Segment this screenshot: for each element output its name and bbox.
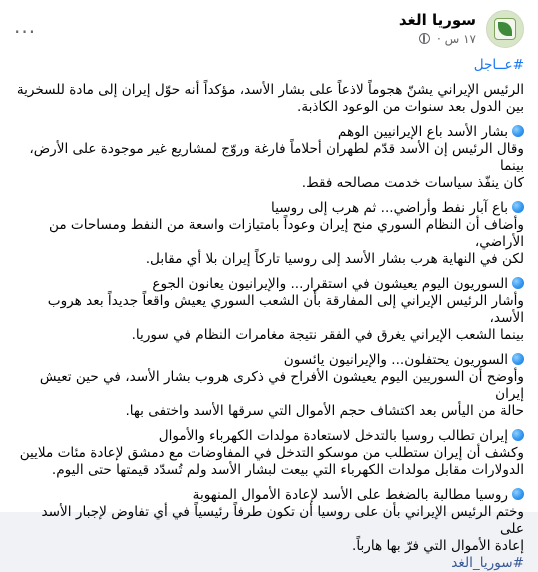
section-line: وأضاف أن النظام السوري منح إيران وعوداً بامتيازات واسعة من النفط ومساحات من الأراضي، — [48, 217, 524, 250]
section-title: السوريون يحتفلون... والإيرانيون يائسون — [14, 352, 524, 369]
urgent-hashtag[interactable]: #عــاجل — [473, 57, 524, 73]
more-options-button[interactable]: ... — [14, 14, 37, 38]
page-name[interactable]: سوريا الغد — [398, 11, 476, 29]
blue-circle-icon — [512, 277, 524, 289]
page-hashtag[interactable]: #سوريا_الغد — [451, 555, 524, 571]
section-title: إيران تطالب روسيا بالتدخل لاستعادة مولدات الكهرباء والأموال — [14, 428, 524, 445]
section-line: وأشار الرئيس الإيراني إلى المفارقة بأن الشعب السوري يعيش واقعاً جديداً بعد هروب الأسد، — [47, 293, 524, 326]
section-line: وقال الرئيس إن الأسد قدّم لطهران أحلاماً فارغة وروّج لمشاريع غير موجودة على الأرض، بينما — [29, 141, 524, 174]
section-line: كان ينفّذ سياسات خدمت مصالحه فقط. — [301, 175, 524, 191]
blue-circle-icon — [512, 429, 524, 441]
separator: · — [433, 32, 441, 46]
section-title: السوريون اليوم يعيشون في استقرار... والإيرانيون يعانون الجوع — [14, 276, 524, 293]
post-meta — [419, 32, 476, 46]
post-body — [14, 57, 524, 572]
section-title: بشار الأسد باع الإيرانيين الوهم — [14, 124, 524, 141]
blue-circle-icon — [512, 201, 524, 213]
section-line: لكن في النهاية هرب بشار الأسد إلى روسيا تاركاً إيران بلا أي مقابل. — [145, 251, 524, 267]
section-line: إعادة الأموال التي فرّ بها هارباً. — [352, 538, 524, 554]
section-line: حالة من اليأس بعد اكتشاف حجم الأموال التي سرقها الأسد واختفى بها. — [125, 403, 524, 419]
page-avatar[interactable] — [486, 10, 524, 48]
blue-circle-icon — [512, 125, 524, 137]
blue-circle-icon — [512, 353, 524, 365]
blue-circle-icon — [512, 488, 524, 500]
section-line: وأوضح أن السوريين اليوم يعيشون الأفراح في ذكرى هروب بشار الأسد، في حين تعيش إيران — [39, 369, 524, 402]
section-line: بينما الشعب الإيراني يغرق في الفقر نتيجة مغامرات النظام في سوريا. — [131, 327, 524, 343]
post-intro: الرئيس الإيراني يشنّ هجوماً لاذعاً على بشار الأسد، مؤكداً أنه حوّل إيران إلى مادة للسخرية بين الدول بعد سنوات من الوعود الكاذبة. — [16, 82, 524, 115]
post-time[interactable]: ١٧ س — [444, 32, 476, 46]
section-line: وختم الرئيس الإيراني بأن على روسيا أن تكون طرفاً رئيسياً في أي تفاوض لإجبار الأسد على — [41, 504, 524, 537]
globe-icon — [419, 33, 430, 44]
section-line: الدولارات مقابل مولدات الكهرباء التي بيعت لبشار الأسد ولم تُسدّد قيمتها حتى اليوم. — [51, 462, 524, 478]
post-header — [14, 10, 524, 52]
section-line: وكشف أن إيران ستطلب من موسكو التدخل في المفاوضات مع دمشق لإعادة مئات ملايين — [19, 445, 524, 461]
section-title: روسيا مطالبة بالضغط على الأسد لإعادة الأموال المنهوبة — [14, 487, 524, 504]
section-title: باع آبار نفط وأراضي... ثم هرب إلى روسيا — [14, 200, 524, 217]
